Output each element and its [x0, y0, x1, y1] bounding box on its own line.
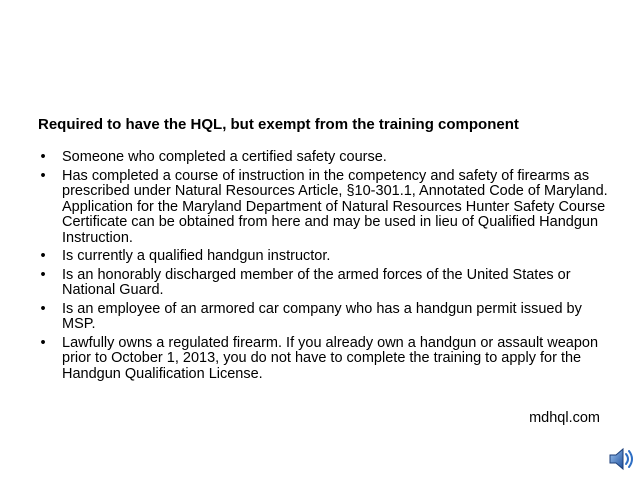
bullet-item-armored-car: [38, 302, 608, 333]
bullet-marker: •: [40, 149, 46, 165]
speaker-icon-graphic: [606, 445, 636, 473]
bullet-item-hunter-safety: [38, 169, 608, 247]
bullet-marker: •: [40, 300, 46, 317]
speaker-icon[interactable]: [606, 445, 636, 473]
bullet-item-instructor: [38, 249, 608, 265]
bullet-text: Someone who completed a certified safety course.: [62, 149, 387, 165]
bullet-text: Is an honorably discharged member of the armed forces of the United States or National Guard.: [62, 266, 571, 298]
bullet-marker: •: [40, 248, 46, 264]
bullet-marker: •: [40, 334, 46, 351]
bullet-item-certified-course: [38, 150, 608, 166]
bullet-item-armed-forces: [38, 268, 608, 299]
bullet-marker: •: [40, 167, 46, 184]
bullet-list: [38, 150, 608, 385]
slide-heading: Required to have the HQL, but exempt from the training component: [38, 116, 519, 133]
bullet-text: Is currently a qualified handgun instructor.: [62, 248, 331, 264]
bullet-item-regulated-firearm: [38, 336, 608, 383]
bullet-text: Lawfully owns a regulated firearm. If you already own a handgun or assault weapon prior to October 1, 2013, you do not have to complete the training to apply for the Handgun Qualification License.: [62, 334, 599, 382]
bullet-text: Is an employee of an armored car company who has a handgun permit issued by MSP.: [62, 300, 582, 332]
bullet-marker: •: [40, 266, 46, 283]
footer-site: mdhql.com: [529, 410, 600, 426]
bullet-text: Has completed a course of instruction in the competency and safety of firearms as prescribed under Natural Resources Article, §10-301.1, Annotated Code of Maryland. Application for the Maryland Department of Natural Resources Hunter Safety Course Certificate can be obtained from here and may be used in lieu of Qualified Handgun Instruction.: [62, 167, 608, 246]
